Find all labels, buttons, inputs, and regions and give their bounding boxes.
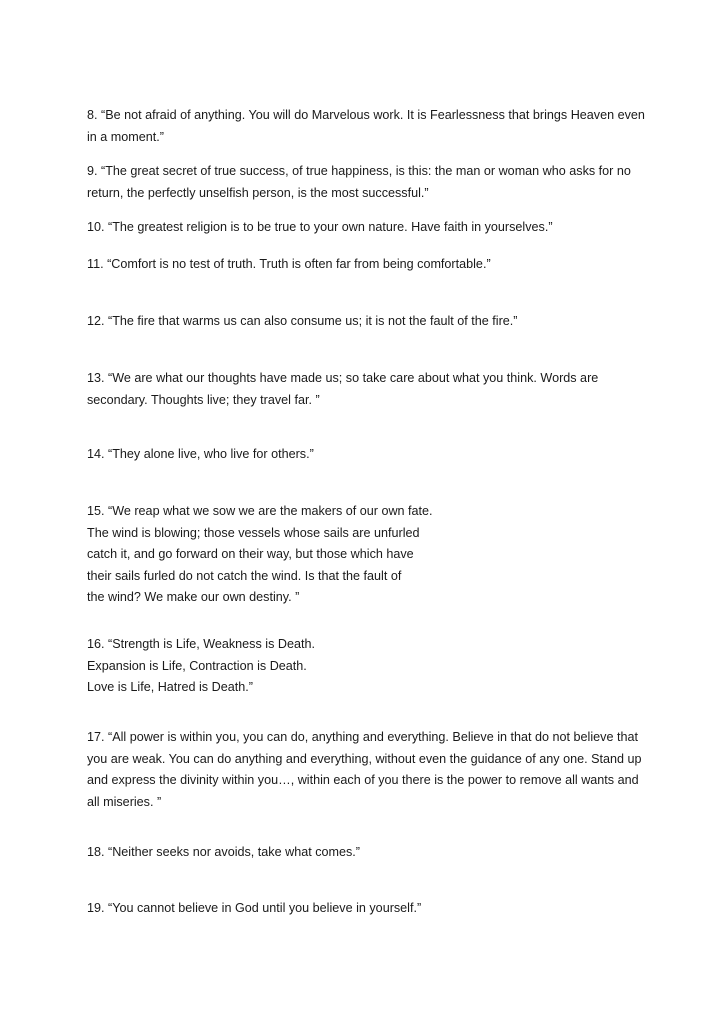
quote-18 xyxy=(87,842,647,864)
quote-line: all miseries. ” xyxy=(87,794,162,809)
quote-line: 8. “Be not afraid of anything. You will do Marvelous work. It is Fearlessness that brings Heaven even xyxy=(87,108,645,122)
quote-line: 13. “We are what our thoughts have made us; so take care about what you think. Words are xyxy=(87,371,599,385)
quote-line: 15. “We reap what we sow we are the makers of our own fate. xyxy=(87,504,433,518)
quote-line: return, the perfectly unselfish person, is the most successful.” xyxy=(87,185,429,200)
quote-15 xyxy=(87,501,647,609)
quote-17 xyxy=(87,727,647,813)
quote-line: 11. “Comfort is no test of truth. Truth is often far from being comfortable.” xyxy=(87,257,491,271)
quote-line: the wind? We make our own destiny. ” xyxy=(87,590,300,604)
quote-line: and express the divinity within you…, within each of you there is the power to remove all wants and xyxy=(87,773,639,787)
quote-13 xyxy=(87,368,647,411)
quote-line: in a moment.” xyxy=(87,129,164,144)
quote-line: 9. “The great secret of true success, of true happiness, is this: the man or woman who asks for no xyxy=(87,164,631,178)
quote-line: you are weak. You can do anything and everything, without even the guidance of any one. Stand up xyxy=(87,751,642,766)
quote-line: 16. “Strength is Life, Weakness is Death. xyxy=(87,637,315,651)
quote-11 xyxy=(87,254,647,276)
quote-16 xyxy=(87,634,647,699)
quote-line: Love is Life, Hatred is Death.” xyxy=(87,680,253,694)
quote-line: their sails furled do not catch the wind. Is that the fault of xyxy=(87,568,402,583)
quote-9 xyxy=(87,161,647,204)
quote-line: 19. “You cannot believe in God until you believe in yourself.” xyxy=(87,901,422,915)
quote-line: catch it, and go forward on their way, but those which have xyxy=(87,547,414,561)
quote-19 xyxy=(87,898,647,920)
quote-line: 12. “The fire that warms us can also consume us; it is not the fault of the fire.” xyxy=(87,314,518,328)
quote-8 xyxy=(87,105,647,148)
quote-12 xyxy=(87,311,647,333)
quote-line: 14. “They alone live, who live for others.” xyxy=(87,447,314,461)
quote-10 xyxy=(87,217,647,239)
quote-line: 18. “Neither seeks nor avoids, take what comes.” xyxy=(87,845,360,859)
quote-line: 10. “The greatest religion is to be true to your own nature. Have faith in yourselves.” xyxy=(87,220,553,234)
quote-14 xyxy=(87,444,647,466)
quote-line: 17. “All power is within you, you can do, anything and everything. Believe in that do not believe that xyxy=(87,730,638,744)
quote-line: Expansion is Life, Contraction is Death. xyxy=(87,658,307,673)
quote-line: The wind is blowing; those vessels whose sails are unfurled xyxy=(87,525,420,540)
quote-line: secondary. Thoughts live; they travel far. ” xyxy=(87,392,320,407)
